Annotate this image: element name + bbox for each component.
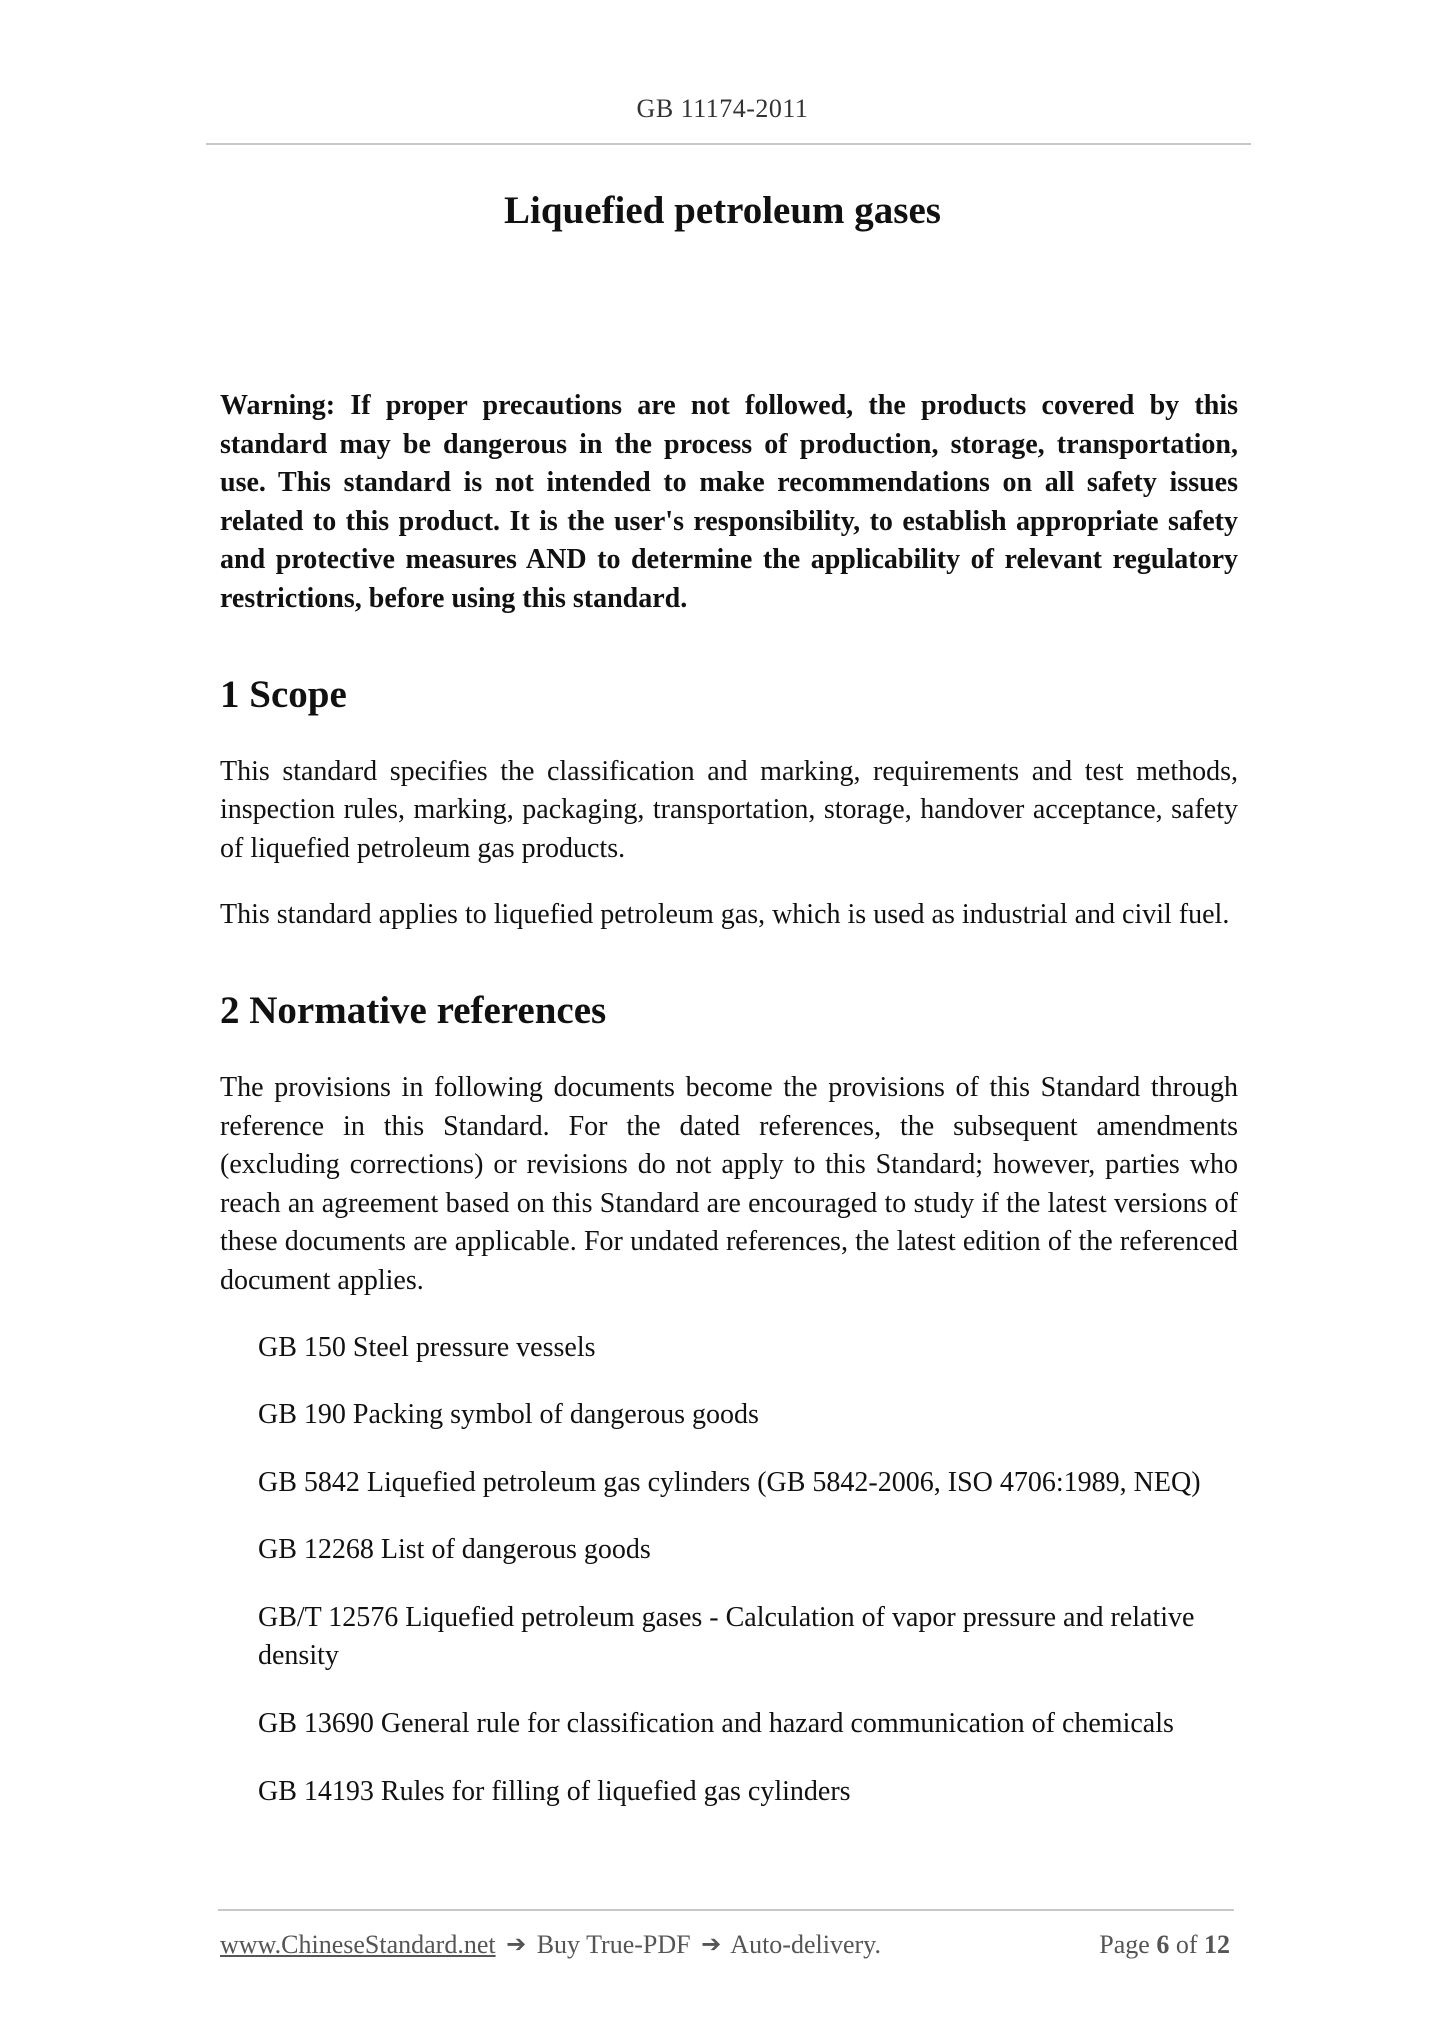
reference-list [220,1329,1238,1812]
page-of: of [1175,1930,1198,1959]
reference-item: GB 12268 List of dangerous goods [258,1534,651,1566]
document-body [220,387,1238,1840]
footer-divider [218,1909,1234,1911]
normative-intro-paragraph: The provisions in following documents become the provisions of this Standard through reference in this Standard. For the dated references, the subsequent amendments (excluding corrections) or revisions do not apply to this Standard; however, parties who reach an agreement based on this Standard are encouraged to study if the latest versions of these documents are applicable. For undated references, the latest edition of the referenced document applies. [220,1071,1238,1296]
scope-paragraph: This standard applies to liquefied petroleum gas, which is used as industrial and civil fuel. [220,899,1230,931]
section-scope [220,671,1238,935]
buy-text: Buy True-PDF [536,1930,691,1959]
reference-item: GB 150 Steel pressure vessels [258,1331,596,1363]
page-total: 12 [1204,1930,1230,1959]
scope-paragraph: This standard specifies the classification and marking, requirements and test methods, inspection rules, marking, packaging, transportation, storage, handover acceptance, safety of liquefied petroleum gas products. [220,755,1238,864]
reference-item: GB 13690 General rule for classification and hazard communication of chemicals [258,1708,1174,1740]
reference-item: GB/T 12576 Liquefied petroleum gases - Calculation of vapor pressure and relative density [258,1601,1195,1672]
reference-item: GB 14193 Rules for filling of liquefied gas cylinders [258,1775,851,1807]
page-label: Page [1099,1930,1150,1959]
delivery-text: Auto-delivery. [730,1930,881,1959]
site-link[interactable]: www.ChineseStandard.net [220,1930,496,1959]
document-title: Liquefied petroleum gases [504,189,941,232]
footer-promo [220,1930,881,1960]
page-header: GB 11174-2011 [636,94,809,123]
section-normative-references [220,987,1238,1811]
page-indicator [1099,1930,1230,1960]
section-heading-scope: 1 Scope [220,672,347,716]
arrow-right-icon: ➔ [506,1930,527,1958]
page-current: 6 [1156,1930,1170,1959]
section-heading-normative-references: 2 Normative references [220,988,607,1032]
reference-item: GB 5842 Liquefied petroleum gas cylinders (GB 5842-2006, ISO 4706:1989, NEQ) [258,1466,1201,1498]
header-divider [206,143,1251,145]
reference-item: GB 190 Packing symbol of dangerous goods [258,1399,759,1431]
warning-paragraph: Warning: If proper precautions are not followed, the products covered by this standard may be dangerous in the process of production, storage, transportation, use. This standard is not intended to make recommendations on all safety issues related to this product. It is the user's responsibility, to establish appropriate safety and protective measures AND to determine the applicability of relevant regulatory restrictions, before using this standard. [220,390,1238,614]
arrow-right-icon: ➔ [701,1930,722,1958]
